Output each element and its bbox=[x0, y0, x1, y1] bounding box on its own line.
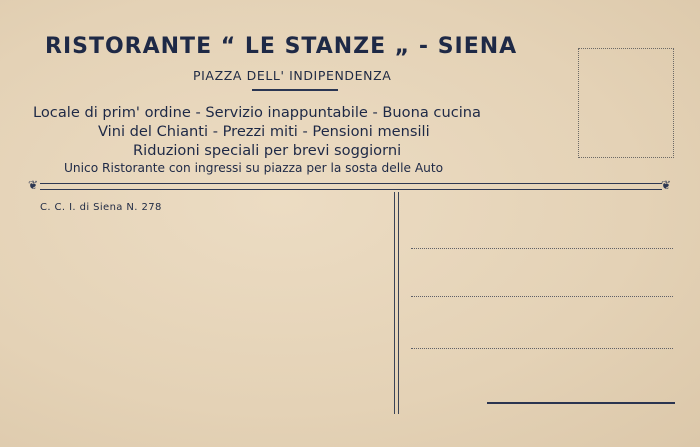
header-divider bbox=[40, 183, 662, 190]
stamp-box bbox=[578, 48, 674, 158]
tagline-line-4: Unico Ristorante con ingressi su piazza per la sosta delle Auto bbox=[64, 161, 444, 175]
address-line-4 bbox=[487, 402, 675, 404]
tagline-line-2: Vini del Chianti - Prezzi miti - Pensioni mensili bbox=[98, 123, 430, 140]
right-ornament-icon: ❦ bbox=[661, 178, 672, 192]
tagline-line-3: Riduzioni speciali per brevi soggiorni bbox=[133, 142, 402, 159]
address-line-1 bbox=[411, 248, 673, 249]
left-ornament-icon: ❦ bbox=[28, 178, 39, 192]
registry-number: C. C. I. di Siena N. 278 bbox=[40, 202, 162, 213]
address-line-2 bbox=[411, 296, 673, 297]
restaurant-title: RISTORANTE “ LE STANZE „ - SIENA bbox=[45, 34, 518, 59]
center-divider-line bbox=[394, 192, 399, 414]
address-line-3 bbox=[411, 348, 673, 349]
tagline-line-1: Locale di prim' ordine - Servizio inappuntabile - Buona cucina bbox=[33, 104, 481, 121]
address-subtitle: PIAZZA DELL' INDIPENDENZA bbox=[193, 68, 392, 83]
subtitle-underline bbox=[252, 89, 338, 91]
